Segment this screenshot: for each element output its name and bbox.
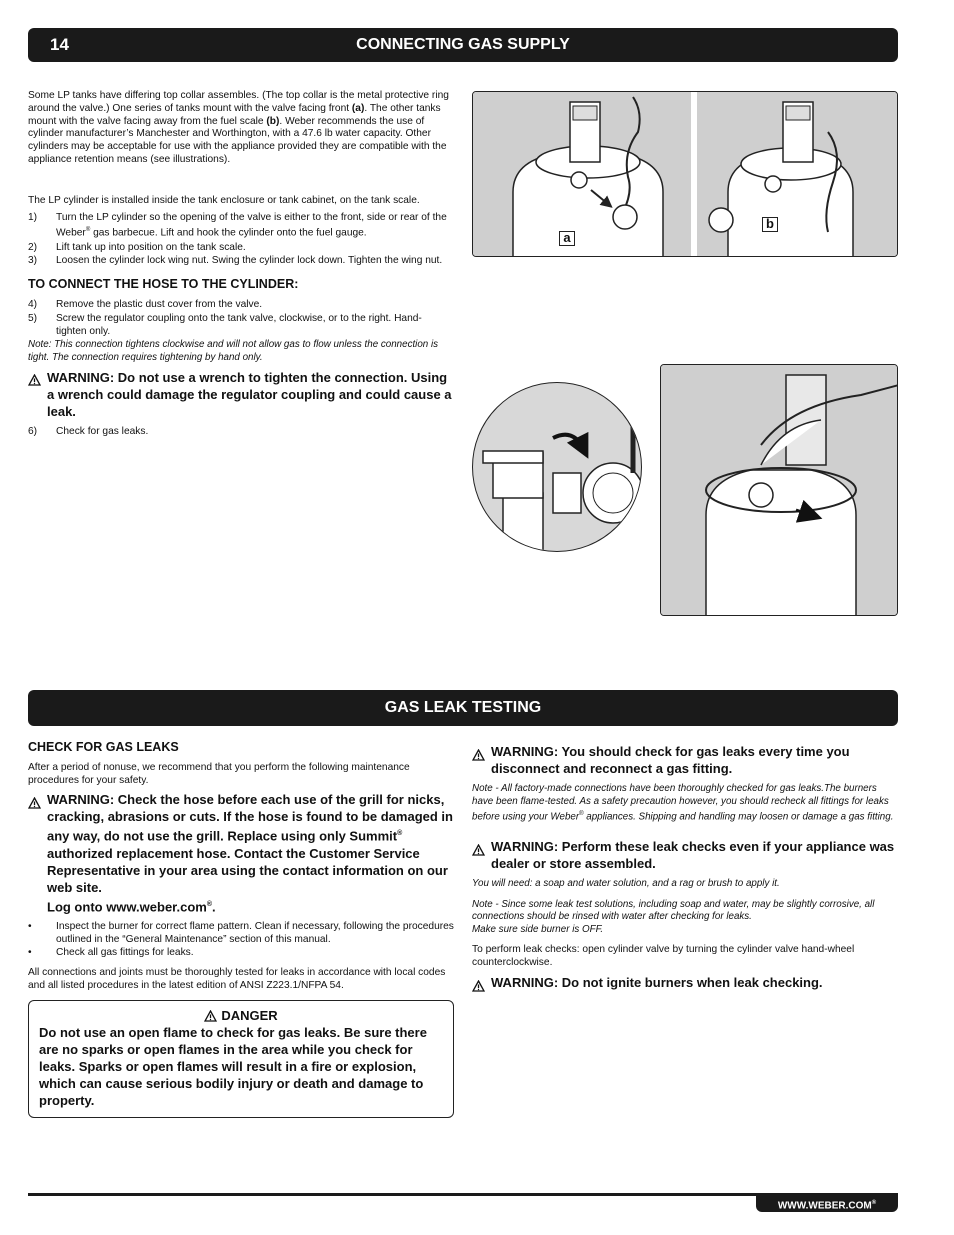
section-header-connecting bbox=[28, 28, 898, 62]
valve-detail-illustration bbox=[473, 383, 642, 552]
leak-test-left-column bbox=[28, 741, 454, 997]
hose-connection-figure bbox=[660, 364, 898, 616]
warning-triangle-icon bbox=[28, 791, 47, 915]
tank-hose-illustration bbox=[661, 365, 898, 616]
perform-leak-check: To perform leak checks: open cylinder valve by turning the cylinder valve hand-wheel counterclockwise. bbox=[472, 944, 855, 969]
warning-triangle-icon bbox=[204, 1010, 217, 1022]
connect-steps bbox=[28, 299, 452, 338]
warning-triangle-icon bbox=[472, 838, 491, 872]
reconnect-warning: WARNING: You should check for gas leaks every time you disconnect and reconnect a gas fitting. bbox=[472, 743, 898, 777]
figure-label-a: a bbox=[559, 231, 575, 246]
intro-paragraph: Some LP tanks have differing top collar assembles. (The top collar is the metal protective ring around the valve.) One series of tanks mount with the valve facing front (a). The other tanks mount with the valve facing away from the fuel scale (b). Weber recommends the use of cylinder manufacturer’s Manchester and Worthington, with a 47.6 lb water capacity. Other cylinders may be acceptable for use with the appliance provided they are compatible with the appliance retention means (see illustrations). bbox=[28, 90, 449, 165]
inspection-bullets bbox=[28, 921, 454, 959]
dealer-warning: WARNING: Perform these leak checks even if your appliance was dealer or store assembled. bbox=[472, 838, 898, 872]
install-intro: The LP cylinder is installed inside the tank enclosure or tank cabinet, on the tank scale. bbox=[28, 194, 420, 206]
check-steps bbox=[28, 426, 452, 439]
figure-label-b: b bbox=[762, 217, 778, 232]
valve-detail-figure bbox=[472, 382, 642, 552]
warning-triangle-icon bbox=[28, 369, 47, 420]
list-item: 5) Screw the regulator coupling onto the tank valve, clockwise, or to the right. Hand-tighten only. bbox=[28, 312, 422, 337]
ignite-warning: WARNING: Do not ignite burners when leak checking. bbox=[472, 974, 898, 993]
connection-note: Note: This connection tightens clockwise and will not allow gas to flow unless the connection is tight. The connection requires tightening by hand only. bbox=[28, 339, 439, 363]
all-connections-paragraph: All connections and joints must be thoroughly tested for leaks in accordance with local codes and all listed procedures in the latest edition of ANSI Z223.1/NFPA 54. bbox=[28, 967, 446, 992]
tank-collar-figure bbox=[472, 91, 898, 257]
list-item: 3) Loosen the cylinder lock wing nut. Swing the cylinder lock down. Tighten the wing nut. bbox=[28, 255, 443, 267]
section-title: CONNECTING GAS SUPPLY bbox=[356, 36, 570, 53]
warning-triangle-icon bbox=[472, 743, 491, 777]
list-item: 6) Check for gas leaks. bbox=[28, 425, 149, 437]
install-steps bbox=[28, 212, 452, 269]
corrosive-note: Note - Since some leak test solutions, including soap and water, may be slightly corrosive, all connections should be rinsed with water after checking for leaks. Make sure side burner is OFF. bbox=[472, 898, 875, 935]
footer-url: WWW.WEBER.COM® bbox=[756, 1194, 898, 1212]
you-will-need-note: You will need: a soap and water solution, and a rag or brush to apply it. bbox=[472, 878, 780, 890]
list-item: • Check all gas fittings for leaks. bbox=[28, 946, 194, 958]
danger-box bbox=[28, 1000, 454, 1118]
nonuse-paragraph: After a period of nonuse, we recommend that you perform the following maintenance procedures for your safety. bbox=[28, 761, 410, 786]
warning-triangle-icon bbox=[472, 974, 491, 993]
list-item: 4) Remove the plastic dust cover from the valve. bbox=[28, 298, 263, 310]
tank-collar-illustration bbox=[473, 92, 898, 257]
wrench-warning: WARNING: Do not use a wrench to tighten the connection. Using a wrench could damage the regulator coupling and could cause a leak. bbox=[28, 369, 452, 420]
check-leaks-heading: CHECK FOR GAS LEAKS bbox=[28, 740, 179, 754]
list-item: • Inspect the burner for correct flame pattern. Clean if necessary, following the procedures outlined in the “General Maintenance” section of this manual. bbox=[28, 921, 454, 945]
connecting-text-column bbox=[28, 90, 452, 439]
page-number: 14 bbox=[50, 35, 69, 54]
danger-text: Do not use an open flame to check for gas leaks. Be sure there are no sparks or open flames in the area while you check for leaks. Sparks or open flames will result in a fire or explosion, which can cause serious bodily injury or death and damage to property. bbox=[39, 1025, 427, 1108]
leak-test-right-column bbox=[472, 741, 898, 999]
section-header-leak-testing bbox=[28, 690, 898, 726]
factory-note: Note - All factory-made connections have been thoroughly checked for gas leaks.The burners have been flame-tested. As a safety precaution however, you should recheck all fittings for leaks before using your Weber® appliances. Shipping and handling may loosen or damage a gas fitting. bbox=[472, 783, 894, 823]
section-title: GAS LEAK TESTING bbox=[384, 699, 542, 716]
list-item: 1) Turn the LP cylinder so the opening of the valve is either to the front, side or rear of the Weber® gas barbecue. Lift and hook the cylinder onto the fuel gauge. bbox=[28, 211, 447, 239]
hose-warning: WARNING: Check the hose before each use of the grill for nicks, cracking, abrasions or cuts. If the hose is found to be damaged in any way, do not use the grill. Replace using only Summit® authorized replacement hose. Contact the Customer Service Representative in your area using the contact information on our web site. Log onto www.weber.com®. bbox=[28, 791, 454, 915]
list-item: 2) Lift tank up into position on the tank scale. bbox=[28, 241, 246, 253]
danger-heading: DANGER bbox=[39, 1007, 443, 1024]
connect-hose-heading: TO CONNECT THE HOSE TO THE CYLINDER: bbox=[28, 277, 299, 292]
